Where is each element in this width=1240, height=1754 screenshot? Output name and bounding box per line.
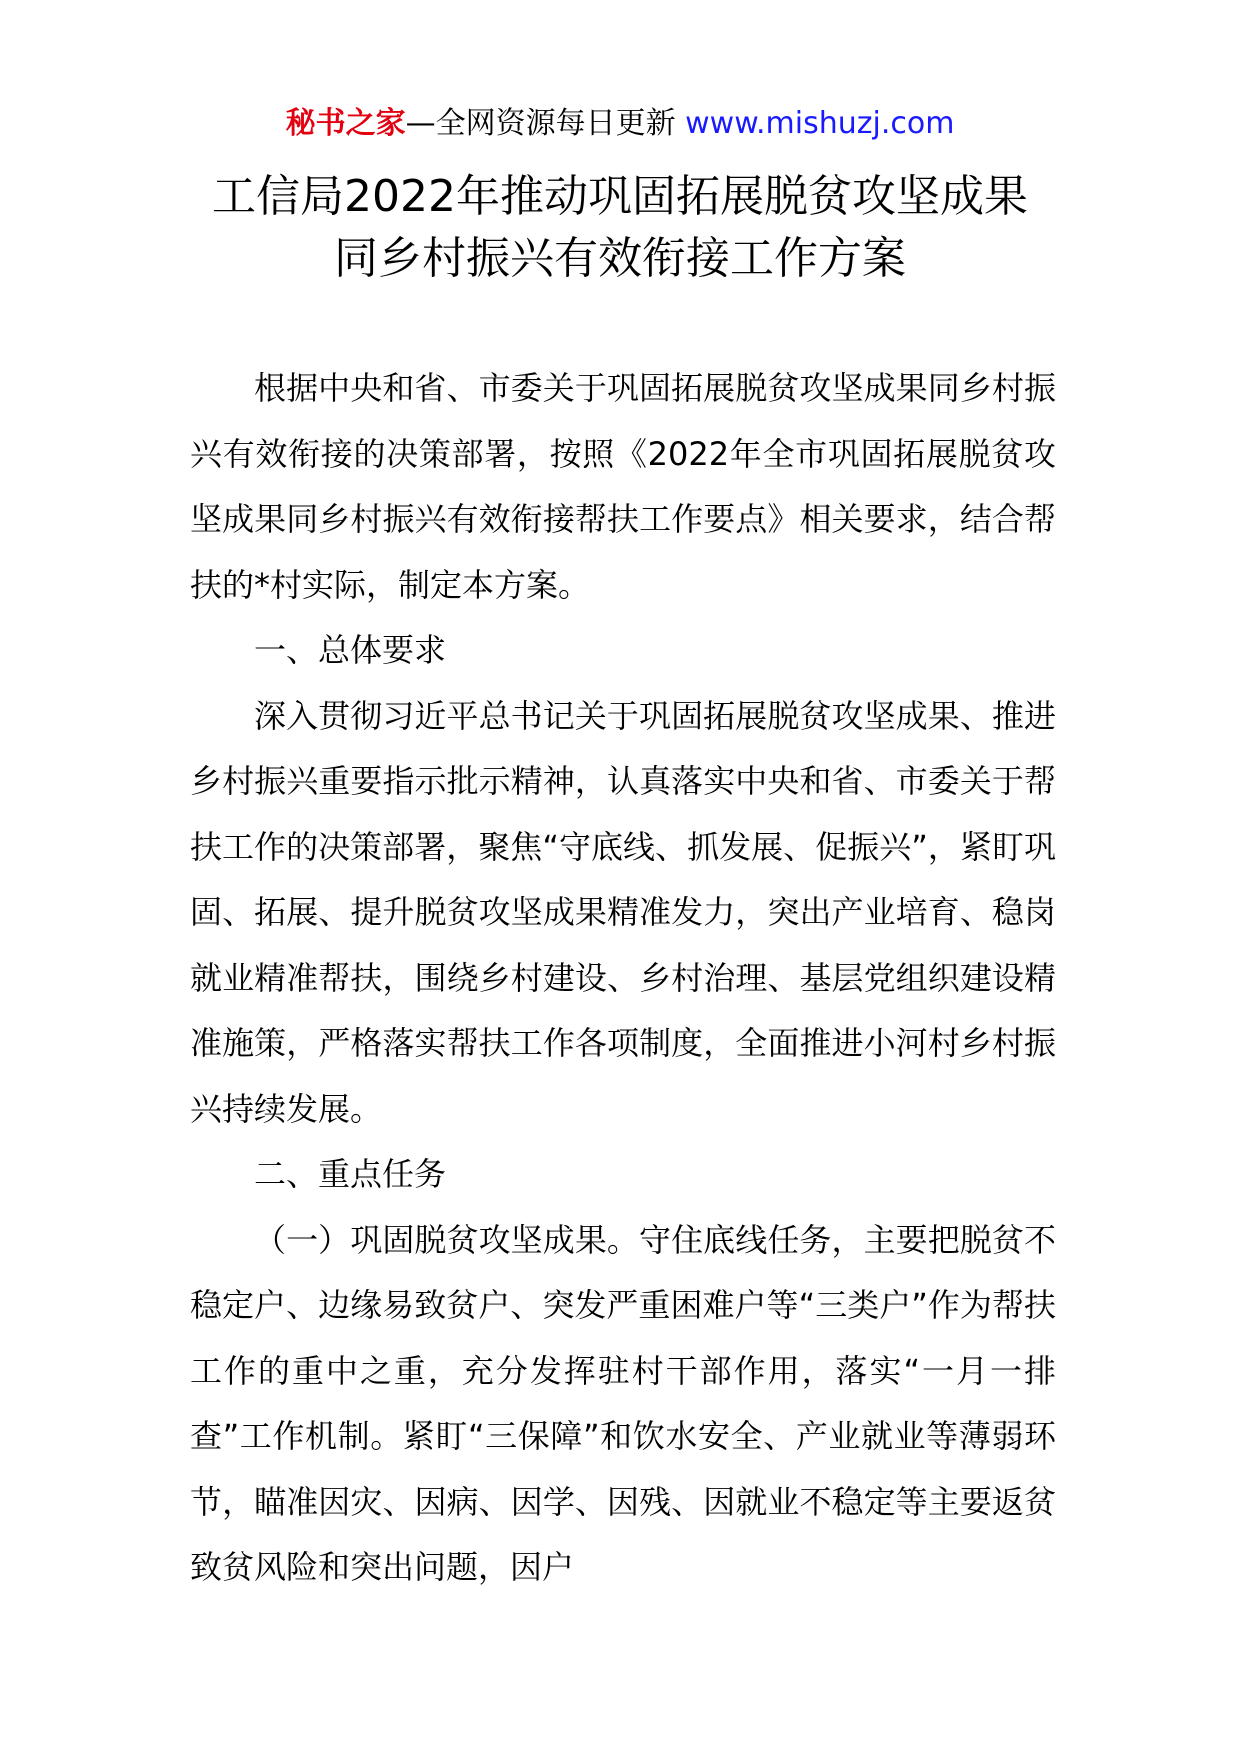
section-heading-key-tasks: 二、重点任务 [254, 1155, 447, 1193]
paragraph-general-requirements: 深入贯彻习近平总书记关于巩固拓展脱贫攻坚成果、推进乡村振兴重要指示批示精神，认真落实中央和省、市委关于帮扶工作的决策部署，聚焦“守底线、抓发展、促振兴”，紧盯巩固、拓展、提升脱贫攻坚成果精准发力，突出产业培育、稳岗就业精准帮扶，围绕乡村建设、乡村治理、基层党组织建设精准施策，严格落实帮扶工作各项制度，全面推进小河村乡村振兴持续发展。 [190, 696, 1056, 1128]
document-body [190, 356, 1056, 1601]
site-header [0, 104, 1240, 144]
title-line-2: 同乡村振兴有效衔接工作方案 [334, 233, 906, 284]
section-heading-general-requirements: 一、总体要求 [254, 631, 447, 669]
header-tagline: —全网资源每日更新 [405, 106, 676, 141]
paragraph-intro: 根据中央和省、市委关于巩固拓展脱贫攻坚成果同乡村振兴有效衔接的决策部署，按照《2022年全市巩固拓展脱贫攻坚成果同乡村振兴有效衔接帮扶工作要点》相关要求，结合帮扶的*村实际，制定本方案。 [190, 369, 1056, 604]
header-brand: 秘书之家 [285, 106, 406, 141]
document-title [0, 166, 1240, 290]
title-line-1: 工信局2022年推动巩固拓展脱贫攻坚成果 [212, 171, 1028, 222]
header-url-link[interactable]: www.mishuzj.com [685, 106, 955, 141]
paragraph-key-task-1: （一）巩固脱贫攻坚成果。守住底线任务，主要把脱贫不稳定户、边缘易致贫户、突发严重困难户等“三类户”作为帮扶工作的重中之重，充分发挥驻村干部作用，落实“一月一排查”工作机制。紧盯“三保障”和饮水安全、产业就业等薄弱环节，瞄准因灾、因病、因学、因残、因就业不稳定等主要返贫致贫风险和突出问题，因户 [190, 1220, 1056, 1586]
